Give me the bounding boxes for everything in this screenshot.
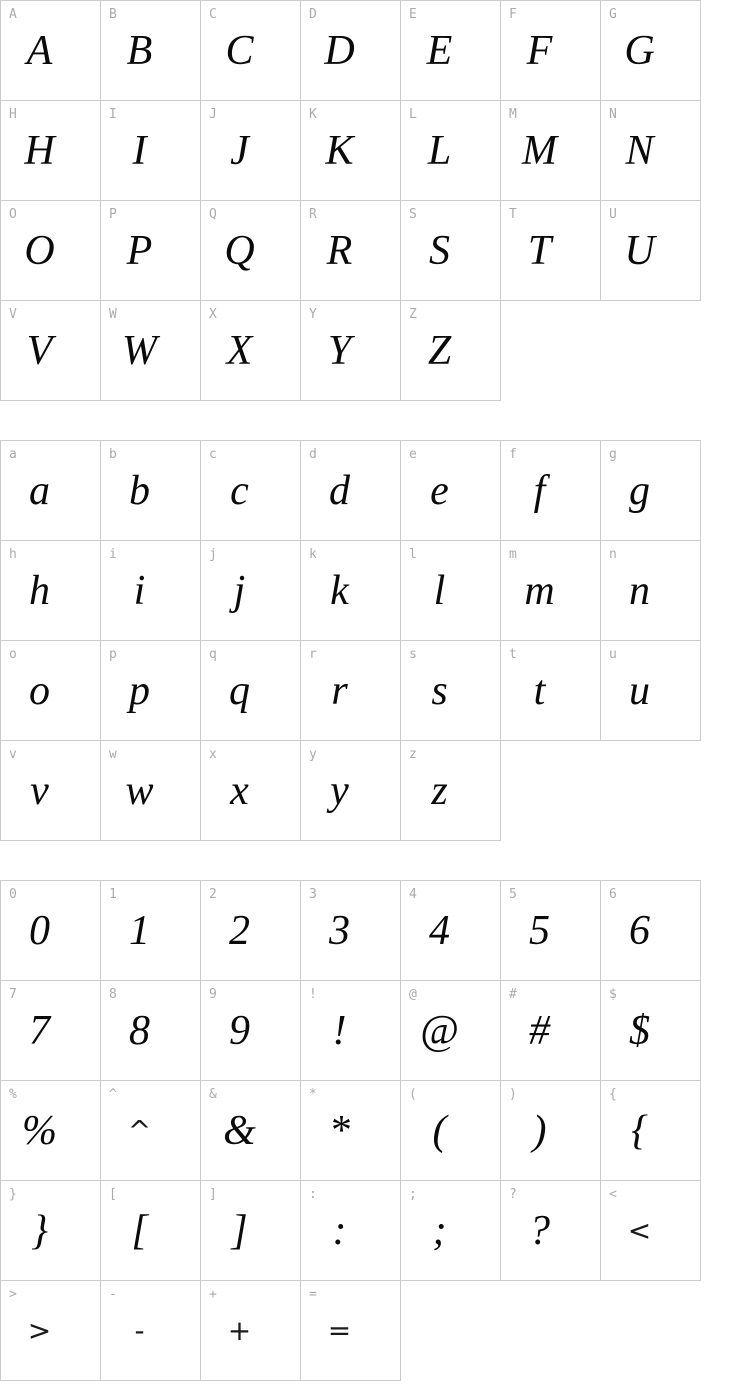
glyph-preview: t: [533, 667, 546, 714]
glyph-preview: 7: [29, 1007, 50, 1054]
glyph-preview: x: [230, 767, 249, 814]
glyph-cell: [1, 1281, 101, 1381]
glyph-cell: [501, 1081, 601, 1181]
glyph-label: Y: [309, 307, 317, 322]
glyph-preview: %: [22, 1107, 57, 1154]
glyph-preview: 4: [429, 907, 450, 954]
glyph-preview: f: [533, 467, 546, 514]
glyph-label: @: [409, 987, 417, 1002]
glyph-label: p: [109, 647, 117, 662]
glyph-cell: [201, 981, 301, 1081]
glyph-cell: [401, 1081, 501, 1181]
glyph-label: n: [609, 547, 617, 562]
glyph-preview: ]: [231, 1207, 248, 1254]
glyph-label: $: [609, 987, 617, 1002]
glyph-label: H: [9, 107, 17, 122]
charmap-row: [1, 201, 701, 301]
glyph-preview: l: [433, 567, 446, 614]
glyph-cell: [1, 1181, 101, 1281]
glyph-preview: F: [526, 27, 553, 74]
glyph-cell: [101, 301, 201, 401]
glyph-cell: [501, 1, 601, 101]
glyph-label: 4: [409, 887, 417, 902]
glyph-cell: [101, 981, 201, 1081]
charmap-row: [1, 441, 701, 541]
charmap-section-lowercase: [0, 440, 701, 841]
glyph-cell: [301, 301, 401, 401]
glyph-label: (: [409, 1087, 417, 1102]
glyph-label: c: [209, 447, 217, 462]
glyph-cell: [1, 301, 101, 401]
glyph-preview: W: [122, 327, 157, 374]
glyph-label: 5: [509, 887, 517, 902]
glyph-cell: [101, 1, 201, 101]
glyph-cell: [601, 101, 701, 201]
glyph-preview: i: [133, 567, 146, 614]
glyph-cell: [501, 881, 601, 981]
glyph-cell: [401, 301, 501, 401]
glyph-label: X: [209, 307, 217, 322]
glyph-cell: [601, 1181, 701, 1281]
glyph-label: S: [409, 207, 417, 222]
glyph-preview: V: [26, 327, 53, 374]
charmap-row: [1, 1081, 701, 1181]
glyph-label: v: [9, 747, 17, 762]
glyph-label: <: [609, 1187, 617, 1202]
glyph-label: &: [209, 1087, 217, 1102]
glyph-label: 2: [209, 887, 217, 902]
glyph-label: +: [209, 1287, 217, 1302]
glyph-cell: [301, 741, 401, 841]
glyph-label: x: [209, 747, 217, 762]
glyph-label: 3: [309, 887, 317, 902]
glyph-label: N: [609, 107, 617, 122]
glyph-preview: n: [629, 567, 650, 614]
glyph-label: ?: [509, 1187, 517, 1202]
glyph-preview: X: [226, 327, 253, 374]
glyph-label: 7: [9, 987, 17, 1002]
glyph-cell: [101, 101, 201, 201]
glyph-preview: O: [24, 227, 55, 274]
charmap-row: [1, 1181, 701, 1281]
glyph-label: r: [309, 647, 317, 662]
glyph-preview: T: [527, 227, 552, 274]
glyph-cell: [101, 201, 201, 301]
glyph-cell: [201, 741, 301, 841]
glyph-cell: [401, 1181, 501, 1281]
glyph-cell: [301, 641, 401, 741]
glyph-preview: 6: [629, 907, 650, 954]
glyph-label: w: [109, 747, 117, 762]
glyph-preview: m: [524, 567, 555, 614]
glyph-label: G: [609, 7, 617, 22]
glyph-label: ;: [409, 1187, 417, 1202]
glyph-cell: [501, 201, 601, 301]
charmap-row: [1, 641, 701, 741]
glyph-preview: 9: [229, 1007, 250, 1054]
glyph-label: Q: [209, 207, 217, 222]
glyph-label: 8: [109, 987, 117, 1002]
glyph-label: j: [209, 547, 217, 562]
glyph-label: K: [309, 107, 317, 122]
glyph-preview: u: [629, 667, 650, 714]
glyph-preview: &: [223, 1107, 256, 1154]
glyph-preview: (: [432, 1107, 447, 1154]
charmap-row: [1, 101, 701, 201]
glyph-preview: L: [427, 127, 452, 174]
glyph-preview: j: [233, 567, 246, 614]
glyph-label: i: [109, 547, 117, 562]
glyph-label: o: [9, 647, 17, 662]
glyph-preview: h: [29, 567, 50, 614]
glyph-cell: [101, 1281, 201, 1381]
glyph-label: F: [509, 7, 517, 22]
glyph-preview: M: [522, 127, 557, 174]
glyph-preview: ;: [432, 1207, 447, 1254]
glyph-cell: [101, 1181, 201, 1281]
glyph-cell: [501, 1181, 601, 1281]
glyph-preview: Y: [327, 327, 352, 374]
glyph-cell: [601, 1081, 701, 1181]
glyph-cell: [1, 1, 101, 101]
glyph-cell: [1, 1081, 101, 1181]
glyph-preview: 8: [129, 1007, 150, 1054]
glyph-preview: +: [227, 1313, 252, 1347]
glyph-cell: [401, 101, 501, 201]
glyph-label: R: [309, 207, 317, 222]
glyph-preview: <: [627, 1213, 652, 1247]
glyph-label: Z: [409, 307, 417, 322]
glyph-cell: [201, 1281, 301, 1381]
charmap-row: [1, 741, 701, 841]
glyph-preview: K: [325, 127, 354, 174]
glyph-cell: [201, 441, 301, 541]
glyph-label: l: [409, 547, 417, 562]
glyph-label: a: [9, 447, 17, 462]
glyph-cell: [601, 981, 701, 1081]
glyph-label: y: [309, 747, 317, 762]
glyph-preview: [: [131, 1207, 148, 1254]
glyph-cell: [101, 741, 201, 841]
glyph-label: 1: [109, 887, 117, 902]
glyph-preview: H: [24, 127, 55, 174]
glyph-cell: [501, 101, 601, 201]
glyph-cell: [101, 541, 201, 641]
glyph-label: P: [109, 207, 117, 222]
glyph-cell: [201, 1181, 301, 1281]
glyph-cell: [501, 541, 601, 641]
glyph-preview: =: [327, 1313, 352, 1347]
glyph-cell: [401, 541, 501, 641]
charmap-row: [1, 1281, 701, 1381]
glyph-label: z: [409, 747, 417, 762]
glyph-preview: N: [625, 127, 654, 174]
glyph-preview: #: [529, 1007, 550, 1054]
glyph-label: {: [609, 1087, 617, 1102]
glyph-preview: D: [324, 27, 355, 74]
glyph-cell: [201, 881, 301, 981]
glyph-preview: a: [29, 467, 50, 514]
glyph-cell: [301, 881, 401, 981]
glyph-label: %: [9, 1087, 17, 1102]
glyph-cell: [201, 301, 301, 401]
glyph-label: ): [509, 1087, 517, 1102]
charmap-row: [1, 301, 701, 401]
glyph-preview: q: [229, 667, 250, 714]
glyph-cell: [1, 981, 101, 1081]
glyph-preview: P: [126, 227, 153, 274]
glyph-preview: >: [27, 1313, 52, 1347]
glyph-label: -: [109, 1287, 117, 1302]
glyph-cell: [301, 101, 401, 201]
glyph-cell: [401, 741, 501, 841]
glyph-preview: C: [225, 27, 254, 74]
glyph-preview: Q: [224, 227, 255, 274]
glyph-preview: *: [329, 1107, 350, 1154]
glyph-label: C: [209, 7, 217, 22]
glyph-cell: [401, 1, 501, 101]
glyph-cell: [501, 981, 601, 1081]
glyph-preview: R: [326, 227, 353, 274]
glyph-preview: w: [125, 767, 154, 814]
glyph-label: :: [309, 1187, 317, 1202]
glyph-label: ]: [209, 1187, 217, 1202]
glyph-cell: [301, 201, 401, 301]
glyph-label: W: [109, 307, 117, 322]
glyph-cell: [101, 441, 201, 541]
glyph-cell: [401, 981, 501, 1081]
glyph-label: }: [9, 1187, 17, 1202]
glyph-preview: 5: [529, 907, 550, 954]
glyph-preview: $: [629, 1007, 650, 1054]
glyph-preview: A: [26, 27, 53, 74]
glyph-preview: ^: [127, 1113, 152, 1147]
glyph-cell: [1, 641, 101, 741]
glyph-label: T: [509, 207, 517, 222]
glyph-cell: [401, 441, 501, 541]
glyph-preview: @: [420, 1007, 459, 1054]
glyph-preview: k: [330, 567, 349, 614]
glyph-preview: Z: [427, 327, 452, 374]
glyph-label: U: [609, 207, 617, 222]
glyph-cell: [301, 541, 401, 641]
glyph-label: A: [9, 7, 17, 22]
glyph-preview: r: [331, 667, 348, 714]
glyph-cell: [301, 1, 401, 101]
glyph-cell: [201, 641, 301, 741]
glyph-cell: [601, 1, 701, 101]
glyph-cell: [401, 201, 501, 301]
glyph-preview: y: [330, 767, 349, 814]
glyph-cell: [301, 1181, 401, 1281]
glyph-cell: [601, 201, 701, 301]
glyph-preview: 0: [29, 907, 50, 954]
glyph-cell: [601, 441, 701, 541]
glyph-preview: p: [129, 667, 150, 714]
glyph-label: I: [109, 107, 117, 122]
glyph-preview: {: [631, 1107, 648, 1154]
glyph-cell: [601, 881, 701, 981]
glyph-preview: c: [230, 467, 249, 514]
glyph-label: E: [409, 7, 417, 22]
glyph-cell: [301, 1081, 401, 1181]
glyph-cell: [1, 541, 101, 641]
glyph-label: #: [509, 987, 517, 1002]
glyph-label: h: [9, 547, 17, 562]
glyph-preview: 1: [129, 907, 150, 954]
glyph-cell: [301, 441, 401, 541]
glyph-label: J: [209, 107, 217, 122]
glyph-preview: J: [230, 127, 249, 174]
glyph-preview: g: [629, 467, 650, 514]
glyph-cell: [401, 641, 501, 741]
glyph-cell: [1, 881, 101, 981]
glyph-cell: [501, 641, 601, 741]
glyph-cell: [101, 881, 201, 981]
glyph-preview: 3: [329, 907, 350, 954]
glyph-label: k: [309, 547, 317, 562]
glyph-label: >: [9, 1287, 17, 1302]
glyph-preview: s: [431, 667, 448, 714]
glyph-label: e: [409, 447, 417, 462]
glyph-label: !: [309, 987, 317, 1002]
charmap-row: [1, 541, 701, 641]
charmap-row: [1, 1, 701, 101]
glyph-label: s: [409, 647, 417, 662]
glyph-label: *: [309, 1087, 317, 1102]
glyph-preview: b: [129, 467, 150, 514]
charmap-row: [1, 981, 701, 1081]
glyph-label: V: [9, 307, 17, 322]
glyph-cell: [201, 201, 301, 301]
glyph-preview: G: [624, 27, 655, 74]
glyph-preview: I: [132, 127, 147, 174]
glyph-preview: :: [332, 1207, 347, 1254]
glyph-preview: e: [430, 467, 449, 514]
glyph-cell: [101, 1081, 201, 1181]
glyph-label: u: [609, 647, 617, 662]
glyph-preview: E: [426, 27, 453, 74]
glyph-preview: }: [31, 1207, 48, 1254]
glyph-label: ^: [109, 1087, 117, 1102]
glyph-cell: [101, 641, 201, 741]
glyph-label: O: [9, 207, 17, 222]
glyph-label: =: [309, 1287, 317, 1302]
charmap-section-uppercase: [0, 0, 701, 401]
glyph-cell: [401, 881, 501, 981]
glyph-preview: S: [429, 227, 450, 274]
glyph-preview: ?: [529, 1207, 550, 1254]
glyph-label: m: [509, 547, 517, 562]
glyph-cell: [301, 1281, 401, 1381]
glyph-cell: [201, 1, 301, 101]
glyph-label: 0: [9, 887, 17, 902]
glyph-preview: ): [532, 1107, 547, 1154]
glyph-label: 6: [609, 887, 617, 902]
glyph-cell: [201, 101, 301, 201]
glyph-cell: [201, 1081, 301, 1181]
charmap-section-digits-and-symbols: [0, 880, 701, 1381]
glyph-preview: d: [329, 467, 350, 514]
glyph-label: 9: [209, 987, 217, 1002]
glyph-cell: [501, 441, 601, 541]
glyph-label: B: [109, 7, 117, 22]
glyph-cell: [1, 741, 101, 841]
glyph-label: q: [209, 647, 217, 662]
glyph-label: M: [509, 107, 517, 122]
glyph-preview: -: [134, 1313, 145, 1347]
glyph-preview: 2: [229, 907, 250, 954]
glyph-cell: [601, 641, 701, 741]
glyph-label: d: [309, 447, 317, 462]
glyph-preview: B: [126, 27, 153, 74]
glyph-preview: v: [30, 767, 49, 814]
glyph-label: D: [309, 7, 317, 22]
glyph-cell: [301, 981, 401, 1081]
glyph-label: [: [109, 1187, 117, 1202]
charmap-row: [1, 881, 701, 981]
glyph-label: t: [509, 647, 517, 662]
glyph-preview: U: [624, 227, 655, 274]
glyph-label: b: [109, 447, 117, 462]
glyph-label: L: [409, 107, 417, 122]
glyph-cell: [201, 541, 301, 641]
glyph-label: f: [509, 447, 517, 462]
glyph-cell: [1, 201, 101, 301]
glyph-label: g: [609, 447, 617, 462]
glyph-preview: !: [332, 1007, 347, 1054]
glyph-preview: z: [431, 767, 448, 814]
glyph-cell: [601, 541, 701, 641]
glyph-cell: [1, 441, 101, 541]
glyph-cell: [1, 101, 101, 201]
glyph-preview: o: [29, 667, 50, 714]
